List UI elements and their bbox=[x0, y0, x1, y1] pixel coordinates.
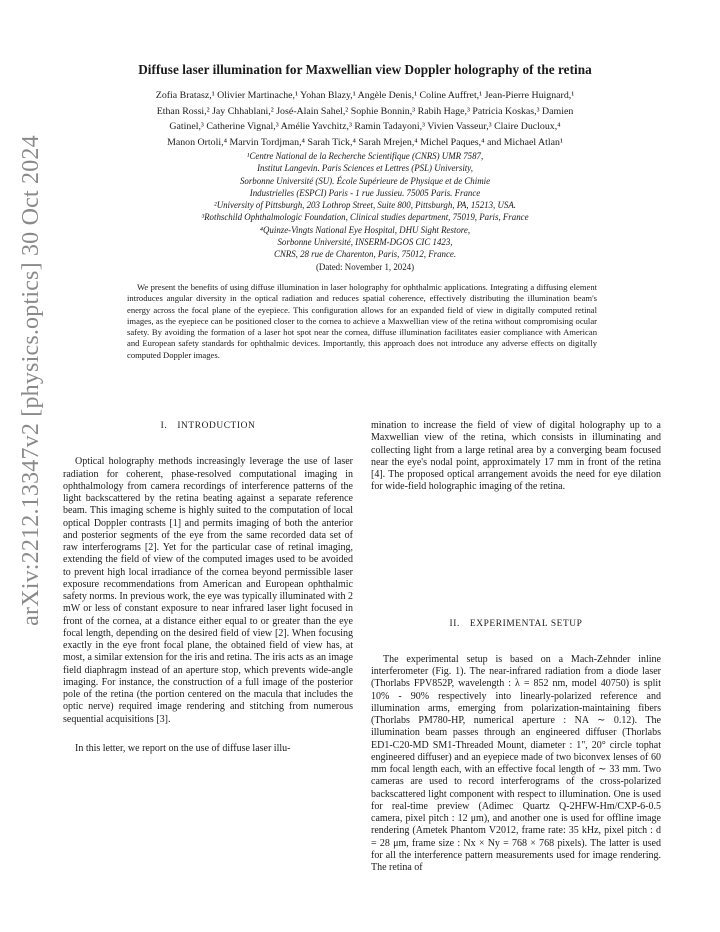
section-title: INTRODUCTION bbox=[177, 421, 256, 431]
arxiv-identifier-stamp bbox=[16, 120, 46, 640]
section-heading-experimental-setup bbox=[371, 618, 661, 630]
date-line: (Dated: November 1, 2024) bbox=[315, 261, 415, 272]
right-column bbox=[371, 420, 661, 874]
affiliation-line: ²University of Pittsburgh, 203 Lothrop Street, Suite 800, Pittsburgh, PA, 15213, USA. bbox=[214, 200, 516, 211]
section-title: EXPERIMENTAL SETUP bbox=[469, 618, 583, 629]
author-line: Gatinel,³ Catherine Vignal,³ Amélie Yavchitz,³ Ramin Tadayoni,³ Vivien Vasseur,³ Claire Ducloux,⁴ bbox=[169, 121, 561, 132]
affiliation-line: Industrielles (ESPCI) Paris - 1 rue Jussieu. 75005 Paris. France bbox=[249, 187, 481, 198]
intro-paragraph-2-text: In this letter, we report on the use of diffuse laser illu- bbox=[75, 742, 291, 754]
affiliation-line: Sorbonne Université (SU). École Supérieure de Physique et de Chimie bbox=[239, 175, 491, 186]
left-column bbox=[63, 420, 353, 755]
abstract: We present the benefits of using diffuse illumination in laser holography for ophthalmic applications. Integrating a diffusing element introduces angular diversity in the optical radiation and reduces spatial coherence, effectively distributing the illumination beam's energy across the focal plane of the eyepiece. This configuration allows for an expanded field of view in digitally computed retinal images, as the eyepiece can be positioned closer to the cornea to achieve a Maxwellian view of the retina without compromising ocular safety. By avoiding the formation of a laser hot spot near the cornea, diffuse illumination facilitates easier compliance with American and European safety standards for ophthalmic devices. Importantly, this approach does not introduce any adverse effects on digitally computed Doppler images. bbox=[127, 282, 597, 360]
intro-paragraph-1: Optical holography methods increasingly leverage the use of laser radiation for coherent, phase-resolved computational imaging in ophthalmology from camera recordings of interference patterns of the light backscattered by the retina beating against a separate reference beam. This imaging scheme is highly suited to the computation of local optical Doppler contrasts [1] and permits imaging of both the anterior and posterior segments of the eye from the same recorded data set of raw interferograms [2]. Yet for the particular case of retinal imaging, extending the field of view of the computed images used to be avoided to prevent high local irradiance of the cornea beyond permissible laser exposure recommendations from American and European ophthalmic safety norms. In previous work, the eye was typically illuminated with 2 mW or less of constant exposure to near infrared laser light focused in front of the cornea, at a distance either equal to or greater than the eye focal length, depending on the desired field of view [2]. When focusing exactly in the eye front focal plane, the obtained field of view has, at most, a similar extension for the iris and retina. The iris acts as an image field diaphragm instead of an aperture stop, which prevents wide-angle imaging. For instance, the construction of a full image of the posterior pole of the retina (the portion centered on the macula that includes the optic nerve) required image rendering and stitching from numerous sequential acquisitions [3]. bbox=[63, 456, 353, 725]
arxiv-stamp-text: arXiv:2212.13347v2 [physics.optics] 30 Oct 2024 bbox=[17, 134, 44, 626]
author-line: Manon Ortoli,⁴ Marvin Tordjman,⁴ Sarah Tick,⁴ Sarah Mrejen,⁴ Michel Paques,⁴ and Michael Atlan¹ bbox=[167, 136, 563, 148]
affiliation-line: ³Rothschild Ophthalmologic Foundation, Clinical studies department, 75019, Paris, France bbox=[201, 212, 529, 223]
author-line: Ethan Rossi,² Jay Chhablani,² José-Alain Sahel,² Sophie Bonnin,³ Rabih Hage,³ Patricia Koskas,³ Damien bbox=[156, 105, 574, 117]
affiliation-line: ¹Centre National de la Recherche Scientifique (CNRS) UMR 7587, bbox=[246, 151, 484, 161]
affiliation-line: ⁴Quinze-Vingts National Eye Hospital, DHU Sight Restore, bbox=[259, 224, 471, 235]
affiliation-line: Institut Langevin. Paris Sciences et Lettres (PSL) University, bbox=[257, 163, 473, 174]
paper-title: Diffuse laser illumination for Maxwellian view Doppler holography of the retina bbox=[138, 62, 592, 77]
author-list bbox=[72, 88, 658, 150]
section-number: I. bbox=[160, 421, 168, 431]
section-heading-introduction bbox=[63, 420, 353, 432]
intro-paragraph-2-continued: mination to increase the field of view of digital holography up to a Maxwellian view of the retina, which consists in illuminating and collecting light from a large retinal area by a converging beam focused near the eye's nodal point, approximately 17 mm in front of the retina [4]. The proposed optical arrangement avoids the need for eye dilation for wide-field holographic imaging of the retina. bbox=[371, 420, 661, 493]
section-number: II. bbox=[449, 618, 460, 629]
setup-paragraph-1: The experimental setup is based on a Mach-Zehnder inline interferometer (Fig. 1). The near-infrared radiation from a diode laser (Thorlabs FPV852P, wavelength : λ = 852 nm, model 40750) is split 10% - 90% respectively into linearly-polarized reference and illumination arms, emerging from polarization-maintaining fibers (Thorlabs PM780-HP, numerical aperture : NA ∼ 0.12). The illumination beam passes through an engineered diffuser (Thorlabs ED1-C20-MD SM1-Threaded Mount, diameter : 1", 20° circle tophat engineered diffuser) and an eyepiece made of two biconvex lenses of 60 mm focal length each, with an effective focal length of ∼ 33 mm. Two cameras are used to record interferograms of the cross-polarized backscattered light component with respect to illumination. One is used for real-time preview (Adimec Quartz Q-2HFW-Hm/CXP-6-0.5 camera, pixel pitch : 12 μm), and another one is used for offline image rendering (Ametek Phantom V2012, frame rate: 35 kHz, pixel pitch : d = 28 μm, frame size : Nx × Ny = 768 × 768 pixels). The latter is used for all the interference pattern measurements used for image rendering. The retina of bbox=[371, 653, 661, 873]
intro-paragraph-2-start bbox=[63, 743, 353, 755]
affiliation-line: Sorbonne Université, INSERM-DGOS CIC 1423, bbox=[277, 237, 453, 248]
affiliation-line: CNRS, 28 rue de Charenton, Paris, 75012, France. bbox=[273, 249, 457, 260]
author-line: Zofia Bratasz,¹ Olivier Martinache,¹ Yohan Blazy,¹ Angèle Denis,¹ Coline Auffret,¹ Jean-Pierre Huignard,¹ bbox=[155, 90, 575, 101]
affiliation-list bbox=[72, 150, 658, 273]
